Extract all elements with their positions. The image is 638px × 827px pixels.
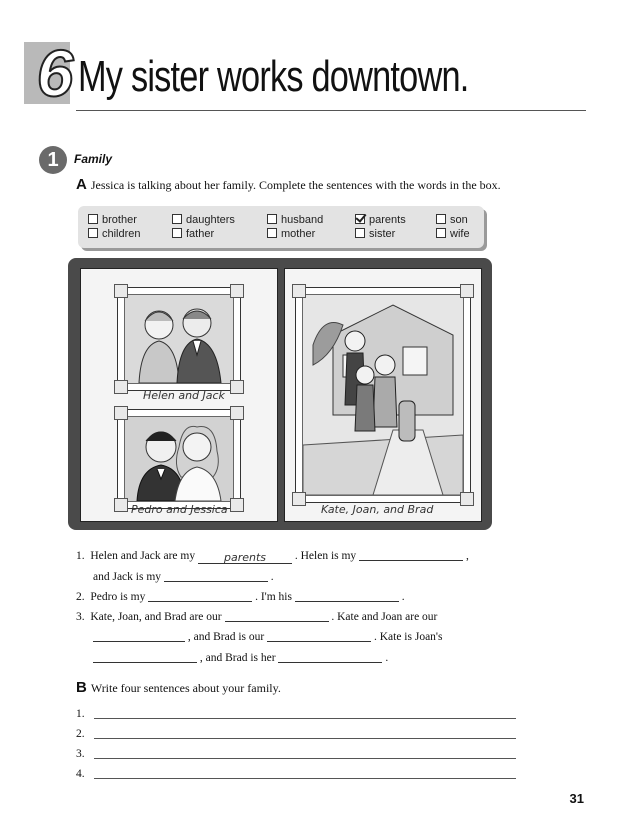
photo-corner — [114, 498, 128, 512]
album-left-page — [80, 268, 278, 522]
answer-blank[interactable] — [164, 569, 268, 582]
children-house-illustration — [303, 295, 463, 495]
word-box — [78, 206, 484, 248]
checkbox[interactable] — [267, 228, 277, 238]
photo-album — [68, 258, 492, 530]
part-b-letter: B — [76, 679, 87, 696]
write-line[interactable] — [94, 778, 516, 779]
photo-pedro-jessica — [117, 409, 241, 509]
photo-corner — [230, 284, 244, 298]
exercise-line-3b: , and Brad is our . Kate is Joan's — [93, 629, 442, 643]
couple-illustration — [125, 295, 233, 383]
part-a-heading — [76, 176, 501, 194]
unit-number: 6 — [36, 36, 74, 110]
section-number-badge: 1 — [39, 146, 67, 174]
wedding-couple-illustration — [125, 417, 233, 501]
answer-blank[interactable] — [225, 609, 329, 622]
write-line[interactable] — [94, 758, 516, 759]
photo-illustration — [124, 294, 234, 384]
word-item[interactable]: wife — [436, 228, 470, 240]
checkbox[interactable] — [88, 214, 98, 224]
photo-corner — [292, 492, 306, 506]
write-line[interactable] — [94, 718, 516, 719]
checkbox[interactable] — [436, 214, 446, 224]
word-item[interactable]: husband — [267, 214, 323, 226]
photo-corner — [460, 284, 474, 298]
answer-blank[interactable] — [198, 551, 292, 564]
photo-illustration — [302, 294, 464, 496]
checkbox[interactable] — [172, 228, 182, 238]
word-item[interactable]: daughters — [172, 214, 235, 226]
photo-corner — [230, 406, 244, 420]
answer-blank[interactable] — [93, 629, 185, 642]
exercise-line-1b: and Jack is my . — [93, 571, 274, 583]
answer-blank[interactable] — [278, 650, 382, 663]
exercise-line-3c: , and Brad is her . — [93, 650, 388, 664]
write-line-number: 1. — [76, 708, 85, 720]
page-number: 31 — [569, 791, 584, 806]
photo-corner — [114, 380, 128, 394]
checkbox[interactable] — [88, 228, 98, 238]
part-a-letter: A — [76, 176, 87, 193]
word-item[interactable]: children — [88, 228, 141, 240]
word-item[interactable]: brother — [88, 214, 137, 226]
exercise-line-3: 3. Kate, Joan, and Brad are our . Kate and Joan are our — [76, 611, 438, 623]
photo-illustration — [124, 416, 234, 502]
exercise-line-1: 1. Helen and Jack are my parents . Helen is my , — [76, 550, 469, 564]
section-title: Family — [74, 152, 113, 166]
photo-corner — [114, 284, 128, 298]
caption-helen-jack: Helen and Jack — [143, 389, 225, 402]
checkbox[interactable] — [172, 214, 182, 224]
photo-corner — [292, 284, 306, 298]
word-item[interactable]: father — [172, 228, 214, 240]
album-right-page — [284, 268, 482, 522]
answer-blank[interactable] — [267, 629, 371, 642]
exercise-line-2: 2. Pedro is my . I'm his . — [76, 591, 405, 603]
answer-blank[interactable] — [148, 589, 252, 602]
checked-checkbox[interactable] — [355, 214, 365, 224]
word-item[interactable]: mother — [267, 228, 315, 240]
part-b-heading — [76, 679, 281, 697]
answer-blank[interactable] — [359, 548, 463, 561]
write-line-number: 4. — [76, 768, 85, 780]
photo-corner — [230, 498, 244, 512]
part-a-instruction: Jessica is talking about her family. Complete the sentences with the words in the box. — [90, 178, 501, 192]
caption-pedro-jessica: Pedro and Jessica — [131, 503, 228, 516]
write-line-number: 2. — [76, 728, 85, 740]
word-item[interactable]: son — [436, 214, 468, 226]
unit-title: My sister works downtown. — [78, 52, 469, 101]
sample-answer: parents — [223, 551, 266, 564]
checkbox[interactable] — [267, 214, 277, 224]
write-line[interactable] — [94, 738, 516, 739]
write-line-number: 3. — [76, 748, 85, 760]
title-divider — [76, 110, 586, 111]
checkbox[interactable] — [436, 228, 446, 238]
caption-kate-joan-brad: Kate, Joan, and Brad — [321, 503, 434, 516]
word-item[interactable]: sister — [355, 228, 395, 240]
word-item[interactable]: parents — [355, 214, 406, 226]
photo-corner — [230, 380, 244, 394]
photo-kate-joan-brad — [295, 287, 471, 503]
answer-blank[interactable] — [93, 650, 197, 663]
answer-blank[interactable] — [295, 589, 399, 602]
photo-corner — [460, 492, 474, 506]
part-b-instruction: Write four sentences about your family. — [90, 681, 281, 695]
photo-helen-jack — [117, 287, 241, 391]
photo-corner — [114, 406, 128, 420]
checkbox[interactable] — [355, 228, 365, 238]
